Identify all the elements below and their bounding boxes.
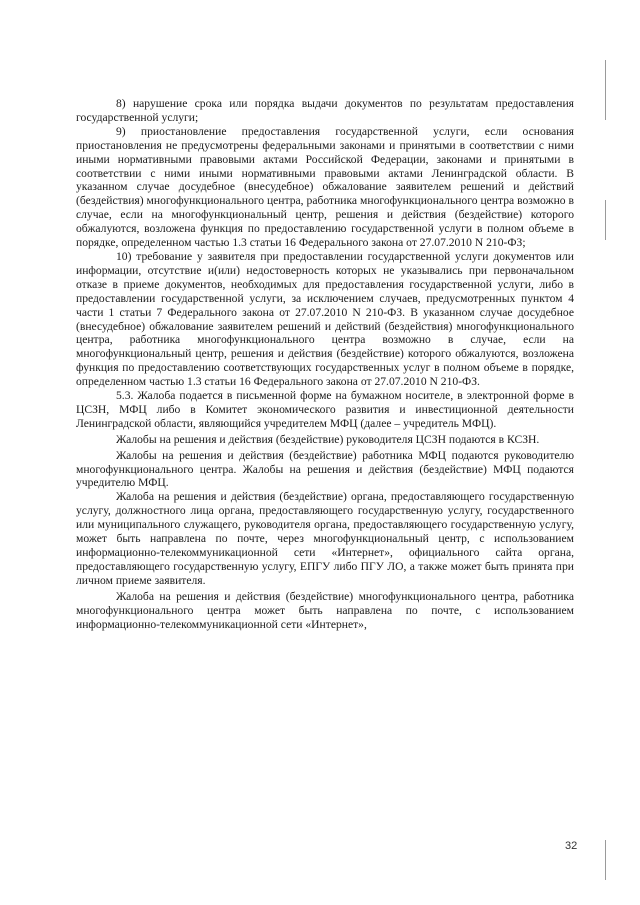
document-body [76,97,574,631]
paragraph-complaint-mfc-post: Жалоба на решения и действия (бездействие) многофункционального центра, работника многофункционального центра может быть направлена по почте, с использованием информационно-телекоммуникационной сети «Интернет», [76,589,574,631]
paragraph-complaint-cszn: Жалобы на решения и действия (бездействие) руководителя ЦСЗН подаются в КСЗН. [116,432,540,446]
paragraph-complaint-mfc: Жалобы на решения и действия (бездействие) работника МФЦ подаются руководителю многофункционального центра. Жалобы на решения и действия (бездействие) МФЦ подаются учредителю МФЦ. [76,448,574,490]
paragraph-5-3: 5.3. Жалоба подается в письменной форме на бумажном носителе, в электронной форме в ЦСЗН, МФЦ либо в Комитет экономического развития и инвестиционной деятельности Ленинградской области, являющийся учредителем МФЦ (далее – учредитель МФЦ). [76,389,574,430]
scan-margin-line [605,200,606,240]
scan-margin-line [605,840,606,880]
paragraph-item-8: 8) нарушение срока или порядка выдачи документов по результатам предоставления государственной услуги; [76,97,574,124]
paragraph-complaint-organ: Жалоба на решения и действия (бездействие) органа, предоставляющего государственную услугу, должностного лица органа, предоставляющего государственную услугу, государственного или муниципального служащего, руководителя органа, предоставляющего государственную услугу, может быть направлена по почте, через многофункциональный центр, с использованием информационно-телекоммуникационной сети «Интернет», официального сайта органа, предоставляющего государственную услугу, ЕПГУ либо ПГУ ЛО, а также может быть принята при личном приеме заявителя. [76,490,574,587]
page-number: 32 [565,840,578,852]
paragraph-item-9: 9) приостановление предоставления государственной услуги, если основания приостановления не предусмотрены федеральными законами и принятыми в соответствии с ними иными нормативными правовыми актами Российской Федерации, законами и принятыми в соответствии с ними иными нормативными правовыми актами Ленинградской области. В указанном случае досудебное (внесудебное) обжалование заявителем решений и действий (бездействия) многофункционального центра, работника многофункционального центра возможно в случае, если на многофункциональный центр, решения и действия (бездействие) которого обжалуются, возложена функция по предоставлению государственной услуги в полном объеме в порядке, определенном частью 1.3 статьи 16 Федерального закона от 27.07.2010 N 210-ФЗ; [76,124,574,250]
scan-margin-line [605,60,606,120]
paragraph-item-10: 10) требование у заявителя при предоставлении государственной услуги документов или информации, отсутствие и(или) недостоверность которых не указывались при первоначальном отказе в приеме документов, необходимых для предоставления государственной услуги, либо в предоставлении государственной услуги, за исключением случаев, предусмотренных пунктом 4 части 1 статьи 7 Федерального закона от 27.07.2010 N 210-ФЗ. В указанном случае досудебное (внесудебное) обжалование заявителем решений и действий (бездействия) многофункционального центра, работника многофункционального центра возможно в случае, если на многофункциональный центр, решения и действия (бездействие) которого обжалуются, возложена функция по предоставлению соответствующих государственных услуг в полном объеме в порядке, определенном частью 1.3 статьи 16 Федерального закона от 27.07.2010 N 210-ФЗ. [76,249,574,389]
